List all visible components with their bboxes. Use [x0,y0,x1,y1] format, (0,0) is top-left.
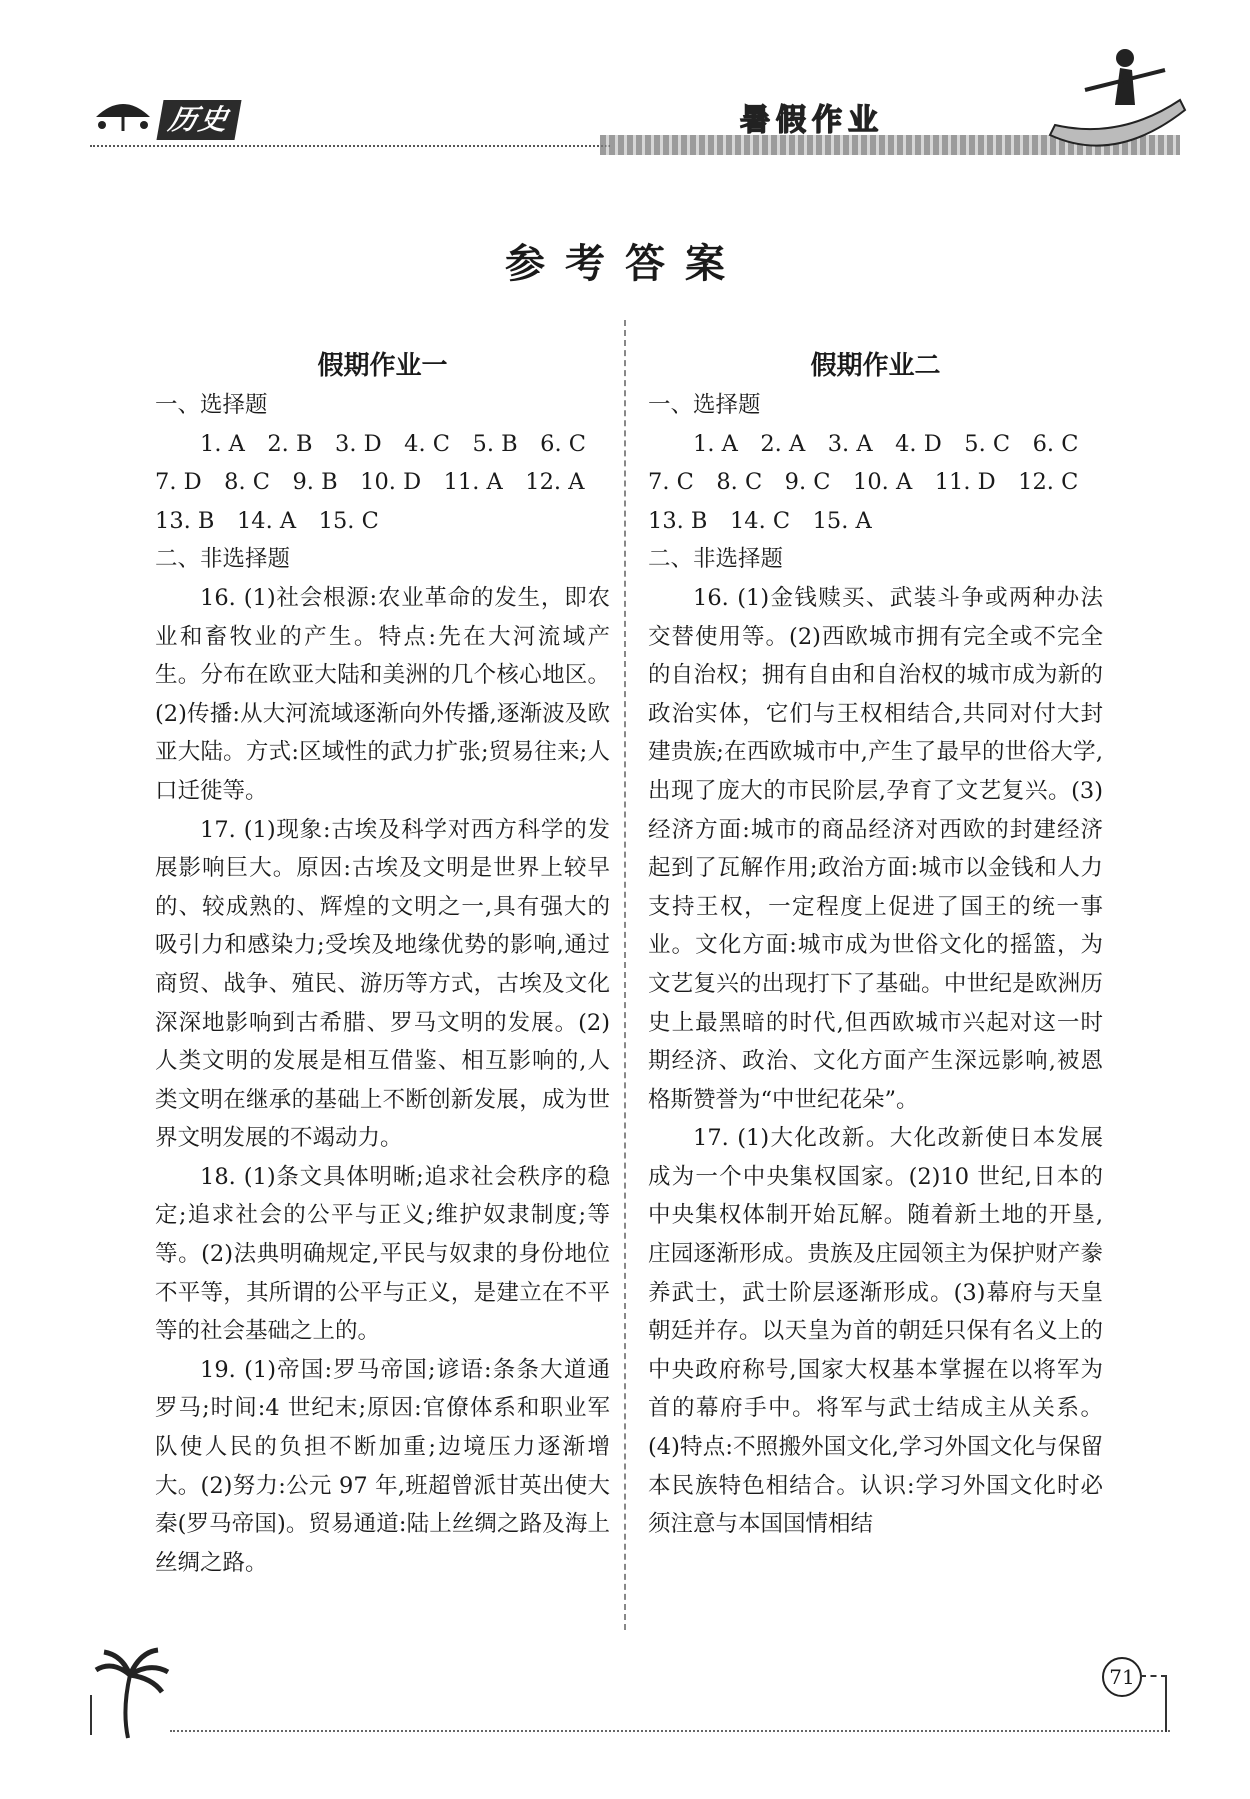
column-divider [624,320,626,1630]
footer-bracket [90,1695,92,1735]
assignment-2-heading: 假期作业二 [810,351,941,381]
right-column [648,320,1103,1544]
banner-title: 暑假作业 [740,103,884,138]
answer-19: 19. (1)帝国:罗马帝国;谚语:条条大道通罗马;时间:4 世纪末;原因:官僚体系和职业军队使人民的负担不断加重;边境压力逐渐增大。(2)努力:公元 97 年,班超曾派甘英出使大秦(罗马帝国)。贸易通道:陆上丝绸之路及海上丝绸之路。 [155,1356,610,1576]
answer-row: 1. A 2. A 3. A 4. D 5. C 6. C [693,430,1079,457]
footer-bracket [1140,1675,1167,1732]
page-number: 71 [1102,1657,1142,1697]
answer-16: 16. (1)金钱赎买、武装斗争或两种办法交替使用等。(2)西欧城市拥有完全或不完全的自治权；拥有自由和自治权的城市成为新的政治实体，它们与王权相结合,共同对付大封建贵族;在西欧城市中,产生了最早的世俗大学,出现了庞大的市民阶层,孕育了文艺复兴。(3)经济方面:城市的商品经济对西欧的封建经济起到了瓦解作用;政治方面:城市以金钱和人力支持王权，一定程度上促进了国王的统一事业。文化方面:城市成为世俗文化的摇篮，为文艺复兴的出现打下了基础。中世纪是欧洲历史上最黑暗的时代,但西欧城市兴起对这一时期经济、政治、文化方面产生深远影响,被恩格斯赞誉为“中世纪花朵”。 [648,584,1103,1113]
answer-18: 18. (1)条文具体明晰;追求社会秩序的稳定;追求社会的公平与正义;维护奴隶制度;等等。(2)法典明确规定,平民与奴隶的身份地位不平等，其所谓的公平与正义，是建立在不平等的社会基础之上的。 [155,1163,610,1345]
section-nonchoice-heading: 二、非选择题 [155,546,291,573]
section-choice-heading: 一、选择题 [155,392,268,418]
page-title: 参考答案 [505,240,745,287]
page-header [0,0,1250,170]
answer-row: 7. C 8. C 9. C 10. A 11. D 12. C [648,469,1079,496]
subject-label: 历史 [156,100,241,140]
header-divider [90,145,610,147]
palm-tree-icon [92,1640,172,1740]
answer-17: 17. (1)大化改新。大化改新使日本发展成为一个中央集权国家。(2)10 世纪,日本的中央集权体制开始瓦解。随着新土地的开垦,庄园逐渐形成。贵族及庄园领主为保护财产豢养武士，武士阶层逐渐形成。(3)幕府与天皇朝廷并存。以天皇为首的朝廷只保有名义上的中央政府称号,国家大权基本掌握在以将军为首的幕府手中。将军与武士结成主从关系。(4)特点:不照搬外国文化,学习外国文化与保留本民族特色相结合。认识:学习外国文化时必须注意与本国国情相结 [648,1125,1103,1538]
answer-row: 1. A 2. B 3. D 4. C 5. B 6. C [200,430,587,457]
answer-row: 7. D 8. C 9. B 10. D 11. A 12. A [155,469,585,496]
section-choice-heading: 一、选择题 [648,392,761,418]
left-column [155,320,610,1582]
assignment-1-heading: 假期作业一 [317,351,448,381]
answer-16: 16. (1)社会根源:农业革命的发生，即农业和畜牧业的产生。特点:先在大河流域产生。分布在欧亚大陆和美洲的几个核心地区。(2)传播:从大河流域逐渐向外传播,逐渐波及欧亚大陆。方式:区域性的武力扩张;贸易往来;人口迁徙等。 [155,584,610,804]
umbrella-logo-icon [88,95,158,135]
answer-row: 13. B 14. C 15. A [648,507,872,534]
answer-row: 13. B 14. A 15. C [155,507,379,534]
section-nonchoice-heading: 二、非选择题 [648,546,784,573]
footer-line [170,1730,1170,1732]
kayaker-icon [1040,40,1190,160]
answer-17: 17. (1)现象:古埃及科学对西方科学的发展影响巨大。原因:古埃及文明是世界上较早的、较成熟的、辉煌的文明之一,具有强大的吸引力和感染力;受埃及地缘优势的影响,通过商贸、战争、殖民、游历等方式，古埃及文化深深地影响到古希腊、罗马文明的发展。(2)人类文明的发展是相互借鉴、相互影响的,人类文明在继承的基础上不断创新发展，成为世界文明发展的不竭动力。 [155,816,610,1152]
